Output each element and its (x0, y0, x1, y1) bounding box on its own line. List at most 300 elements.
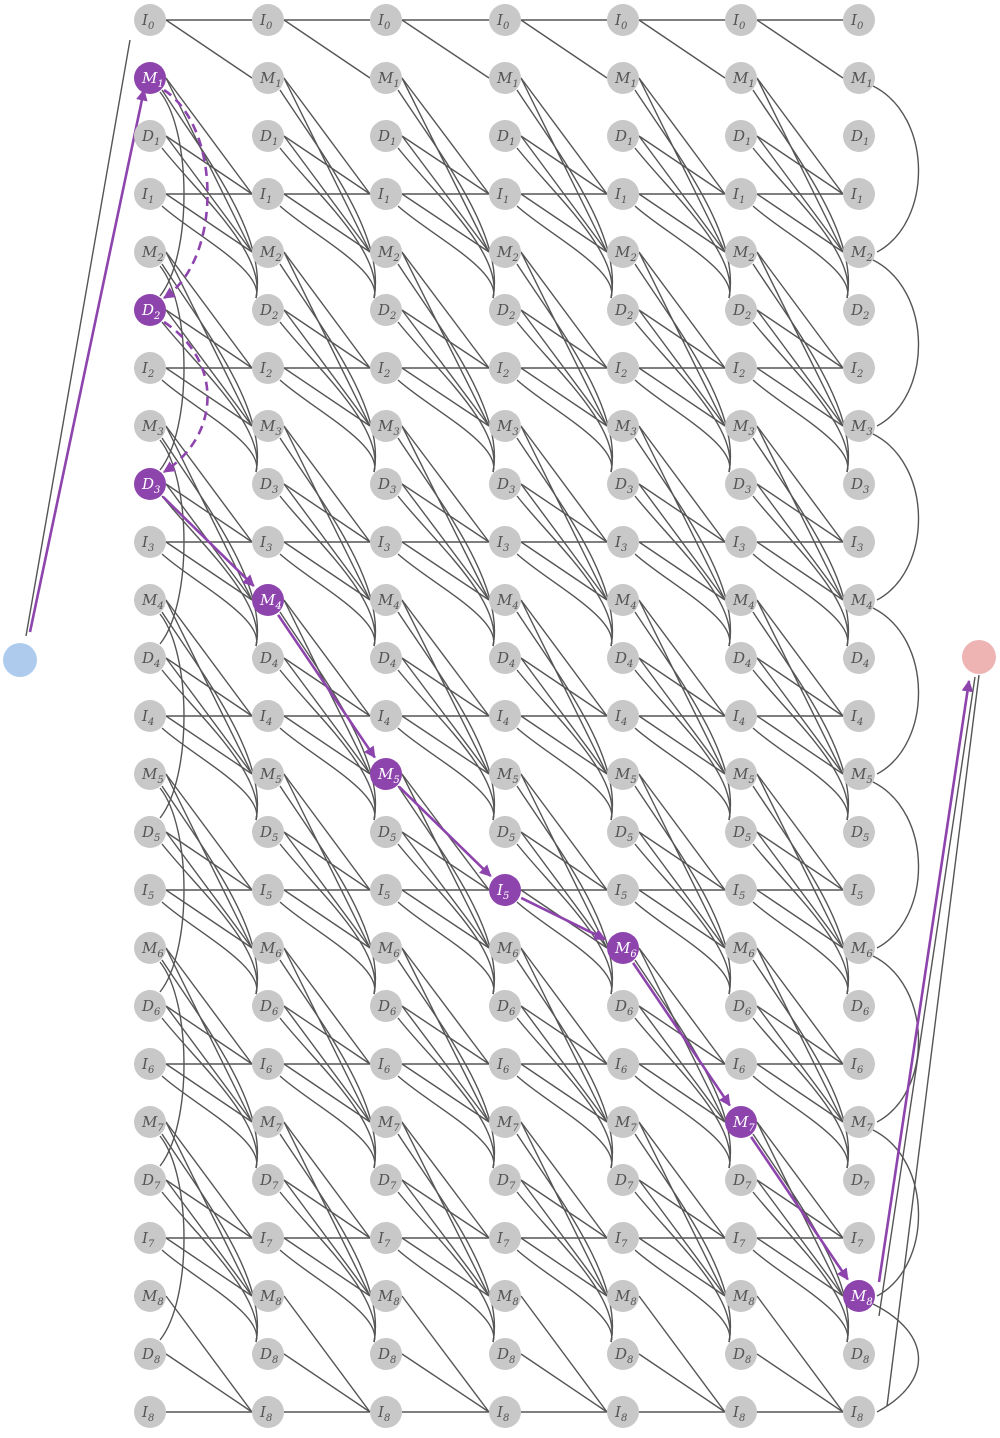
edge-tail (873, 86, 919, 252)
edge-delete-insert (402, 1354, 489, 1412)
edge-match-match (402, 948, 489, 1122)
state-node-m8 (843, 1280, 875, 1312)
state-label: $I_8$ (851, 1403, 864, 1424)
state-label: $M_2$ (615, 243, 637, 264)
state-node-i4 (134, 700, 166, 732)
state-label: $M_7$ (497, 1113, 519, 1134)
state-label: $I_7$ (378, 1229, 391, 1250)
state-node-m5 (489, 758, 521, 790)
edge-match-match (521, 774, 607, 948)
state-label: $D_4$ (497, 649, 516, 670)
state-label: $M_3$ (142, 417, 164, 438)
state-node-d4 (252, 642, 284, 674)
edge-match-match (639, 78, 725, 252)
state-node-m6 (134, 932, 166, 964)
state-node-m3 (370, 410, 402, 442)
edge-match-match (639, 426, 725, 600)
state-label: $M_6$ (378, 939, 400, 960)
state-label: $M_7$ (733, 1113, 755, 1134)
state-label: $I_0$ (851, 11, 864, 32)
edge-delete-insert (166, 1354, 252, 1412)
edge-i0-m1 (284, 20, 370, 78)
state-label: $I_3$ (733, 533, 746, 554)
state-label: $I_8$ (260, 1403, 273, 1424)
state-node-m2 (489, 236, 521, 268)
state-label: $M_8$ (851, 1287, 873, 1308)
state-label: $I_7$ (851, 1229, 864, 1250)
state-label: $M_8$ (142, 1287, 164, 1308)
state-node-d5 (252, 816, 284, 848)
edge-match-insert (639, 252, 725, 368)
state-label: $M_5$ (851, 765, 873, 786)
state-node-d5 (725, 816, 757, 848)
state-node-i0 (134, 4, 166, 36)
state-node-m8 (134, 1280, 166, 1312)
path-edge-begin (30, 90, 144, 632)
state-node-d8 (843, 1338, 875, 1370)
state-label: $D_8$ (851, 1345, 870, 1366)
edge-d8-end (879, 677, 975, 1316)
state-node-m6 (252, 932, 284, 964)
state-label: $M_8$ (733, 1287, 755, 1308)
state-node-d1 (843, 120, 875, 152)
state-node-m3 (725, 410, 757, 442)
state-node-m1 (607, 62, 639, 94)
state-node-d8 (370, 1338, 402, 1370)
state-label: $M_4$ (142, 591, 164, 612)
state-label: $M_1$ (378, 69, 400, 90)
edge-match-insert (639, 426, 725, 542)
edge-match-insert (402, 252, 489, 368)
state-label: $M_1$ (142, 69, 164, 90)
edge-match-match (639, 774, 725, 948)
state-label: $M_5$ (733, 765, 755, 786)
edge-match-insert (521, 1296, 607, 1412)
state-node-m3 (607, 410, 639, 442)
edge-match-match (402, 600, 489, 774)
state-label: $I_8$ (142, 1403, 155, 1424)
state-node-i0 (489, 4, 521, 36)
path-edge-end (879, 681, 969, 1282)
state-label: $I_4$ (142, 707, 155, 728)
state-label: $D_1$ (378, 127, 397, 148)
edge-i8-end (887, 675, 979, 1406)
edge-match-insert (757, 600, 843, 716)
edge-insert-delete (753, 1250, 848, 1342)
state-node-d1 (489, 120, 521, 152)
state-node-i0 (607, 4, 639, 36)
state-node-i2 (843, 352, 875, 384)
state-node-i1 (134, 178, 166, 210)
state-node-d1 (134, 120, 166, 152)
state-node-d3 (843, 468, 875, 500)
state-label: $I_1$ (733, 185, 746, 206)
edge-match-insert (639, 600, 725, 716)
state-node-i1 (607, 178, 639, 210)
state-node-m2 (725, 236, 757, 268)
edge-match-insert (639, 774, 725, 890)
state-label: $M_3$ (733, 417, 755, 438)
edge-match-match (521, 78, 607, 252)
state-label: $M_3$ (378, 417, 400, 438)
state-node-i1 (489, 178, 521, 210)
state-node-m8 (370, 1280, 402, 1312)
end-state (962, 640, 996, 674)
edge-match-insert (639, 948, 725, 1064)
state-label: $I_8$ (733, 1403, 746, 1424)
edge-match-match (521, 600, 607, 774)
path-edge (751, 1137, 848, 1280)
state-node-d4 (607, 642, 639, 674)
state-label: $D_6$ (733, 997, 752, 1018)
state-node-m4 (370, 584, 402, 616)
state-label: $D_5$ (733, 823, 752, 844)
state-node-m4 (725, 584, 757, 616)
state-node-i8 (370, 1396, 402, 1428)
state-node-d4 (370, 642, 402, 674)
state-node-m6 (370, 932, 402, 964)
state-node-d3 (725, 468, 757, 500)
state-node-d4 (134, 642, 166, 674)
state-node-m5 (607, 758, 639, 790)
state-node-i7 (843, 1222, 875, 1254)
edge-match-insert (757, 1122, 843, 1238)
state-node-i4 (607, 700, 639, 732)
state-node-m8 (607, 1280, 639, 1312)
edge-match-match (284, 1122, 370, 1296)
state-node-d6 (607, 990, 639, 1022)
state-label: $I_7$ (733, 1229, 746, 1250)
state-node-m2 (370, 236, 402, 268)
state-label: $M_2$ (142, 243, 164, 264)
state-label: $M_5$ (378, 765, 400, 786)
state-label: $D_2$ (733, 301, 752, 322)
edge-match-insert (757, 426, 843, 542)
state-label: $I_3$ (142, 533, 155, 554)
state-node-m2 (134, 236, 166, 268)
state-label: $I_6$ (260, 1055, 273, 1076)
state-label: $D_8$ (378, 1345, 397, 1366)
state-node-d5 (489, 816, 521, 848)
state-node-d1 (725, 120, 757, 152)
edge-match-match (284, 948, 370, 1122)
edge-tail (873, 434, 919, 600)
state-label: $I_5$ (851, 881, 864, 902)
state-node-d7 (843, 1164, 875, 1196)
state-label: $I_5$ (497, 881, 510, 902)
state-label: $D_5$ (615, 823, 634, 844)
state-label: $M_2$ (851, 243, 873, 264)
state-label: $D_5$ (142, 823, 161, 844)
state-node-d2 (843, 294, 875, 326)
state-node-i2 (134, 352, 166, 384)
edge-match-insert (639, 1296, 725, 1412)
state-label: $D_4$ (142, 649, 161, 670)
edge-match-match (284, 426, 370, 600)
edge-match-insert (521, 78, 607, 194)
edge-match-match (757, 78, 843, 252)
state-node-d3 (489, 468, 521, 500)
state-node-m1 (252, 62, 284, 94)
state-label: $M_4$ (851, 591, 873, 612)
state-node-m4 (489, 584, 521, 616)
state-node-d8 (252, 1338, 284, 1370)
state-label: $D_2$ (615, 301, 634, 322)
state-label: $M_2$ (733, 243, 755, 264)
state-node-i5 (489, 874, 521, 906)
highlighted-path-edges (30, 90, 969, 1282)
state-node-d2 (134, 294, 166, 326)
state-label: $D_5$ (497, 823, 516, 844)
state-node-i5 (252, 874, 284, 906)
state-node-m7 (725, 1106, 757, 1138)
state-label: $D_8$ (142, 1345, 161, 1366)
state-label: $D_1$ (260, 127, 279, 148)
state-node-m1 (370, 62, 402, 94)
state-node-m6 (843, 932, 875, 964)
state-node-d5 (607, 816, 639, 848)
state-label: $D_6$ (260, 997, 279, 1018)
state-node-i1 (725, 178, 757, 210)
state-label: $M_4$ (378, 591, 400, 612)
state-label: $M_7$ (142, 1113, 164, 1134)
state-node-d6 (489, 990, 521, 1022)
state-label: $I_1$ (615, 185, 628, 206)
state-label: $I_6$ (733, 1055, 746, 1076)
state-node-d3 (607, 468, 639, 500)
edge-match-insert (521, 1122, 607, 1238)
state-label: $I_4$ (260, 707, 273, 728)
state-label: $D_8$ (733, 1345, 752, 1366)
state-node-i4 (725, 700, 757, 732)
edge-match-match (402, 78, 489, 252)
state-node-i8 (607, 1396, 639, 1428)
state-node-m4 (843, 584, 875, 616)
edge-match-match (757, 600, 843, 774)
edge-insert-delete (635, 1250, 730, 1342)
state-label: $I_4$ (378, 707, 391, 728)
state-label: $D_8$ (615, 1345, 634, 1366)
state-label: $D_3$ (142, 475, 161, 496)
state-node-d1 (252, 120, 284, 152)
edge-match-match (402, 426, 489, 600)
state-label: $M_6$ (260, 939, 282, 960)
edge-match-match (166, 600, 252, 774)
state-node-i4 (252, 700, 284, 732)
state-node-m1 (134, 62, 166, 94)
edge-delete-insert (284, 1354, 370, 1412)
state-node-i8 (843, 1396, 875, 1428)
edge-insert-delete (517, 1250, 612, 1342)
state-label: $M_5$ (142, 765, 164, 786)
edge-insert-delete (398, 1076, 494, 1168)
state-label: $I_5$ (142, 881, 155, 902)
edge-tail (873, 1304, 919, 1412)
state-label: $D_1$ (851, 127, 870, 148)
state-label: $M_3$ (497, 417, 519, 438)
state-node-d6 (370, 990, 402, 1022)
state-label: $D_2$ (260, 301, 279, 322)
state-node-i7 (134, 1222, 166, 1254)
state-label: $I_1$ (851, 185, 864, 206)
state-label: $I_5$ (615, 881, 628, 902)
state-label: $I_4$ (497, 707, 510, 728)
state-node-i6 (370, 1048, 402, 1080)
state-label: $I_2$ (142, 359, 155, 380)
state-node-d5 (370, 816, 402, 848)
edge-match-insert (402, 1122, 489, 1238)
state-label: $I_4$ (851, 707, 864, 728)
state-node-i7 (252, 1222, 284, 1254)
state-node-i0 (252, 4, 284, 36)
state-label: $D_1$ (142, 127, 161, 148)
state-label: $I_1$ (260, 185, 273, 206)
state-node-m8 (489, 1280, 521, 1312)
state-node-d3 (134, 468, 166, 500)
state-label: $M_3$ (260, 417, 282, 438)
state-node-d5 (843, 816, 875, 848)
state-label: $I_3$ (497, 533, 510, 554)
state-node-d3 (370, 468, 402, 500)
state-node-d7 (607, 1164, 639, 1196)
edge-match-insert (284, 1122, 370, 1238)
state-label: $M_8$ (615, 1287, 637, 1308)
state-node-d8 (489, 1338, 521, 1370)
state-label: $D_3$ (378, 475, 397, 496)
state-label: $I_1$ (142, 185, 155, 206)
state-node-m6 (489, 932, 521, 964)
state-label: $D_6$ (851, 997, 870, 1018)
state-node-i5 (843, 874, 875, 906)
state-label: $D_3$ (851, 475, 870, 496)
state-node-d7 (370, 1164, 402, 1196)
state-node-d1 (607, 120, 639, 152)
state-label: $I_0$ (142, 11, 155, 32)
state-node-m2 (607, 236, 639, 268)
edge-i0-m1 (166, 20, 252, 78)
state-label: $D_6$ (497, 997, 516, 1018)
state-label: $I_2$ (497, 359, 510, 380)
edge-match-insert (166, 1296, 252, 1412)
edge-match-match (284, 774, 370, 948)
state-label: $M_7$ (615, 1113, 637, 1134)
state-node-i0 (843, 4, 875, 36)
state-node-d2 (725, 294, 757, 326)
edge-match-insert (757, 1296, 843, 1412)
state-node-i3 (843, 526, 875, 558)
state-label: $I_0$ (733, 11, 746, 32)
state-node-i4 (370, 700, 402, 732)
state-label: $M_8$ (497, 1287, 519, 1308)
state-label: $D_8$ (497, 1345, 516, 1366)
state-node-i6 (607, 1048, 639, 1080)
state-node-i3 (134, 526, 166, 558)
state-label: $D_1$ (615, 127, 634, 148)
state-label: $D_6$ (378, 997, 397, 1018)
state-label: $M_5$ (497, 765, 519, 786)
state-label: $I_3$ (615, 533, 628, 554)
state-node-m8 (725, 1280, 757, 1312)
edge-match-insert (521, 252, 607, 368)
state-label: $I_0$ (497, 11, 510, 32)
state-label: $M_8$ (260, 1287, 282, 1308)
edge-delete-insert (521, 1354, 607, 1412)
begin-state (3, 643, 37, 677)
state-node-d7 (134, 1164, 166, 1196)
state-node-d6 (843, 990, 875, 1022)
state-node-i6 (843, 1048, 875, 1080)
edge-insert-delete (398, 902, 494, 994)
state-node-m3 (134, 410, 166, 442)
state-node-i5 (607, 874, 639, 906)
state-node-i7 (725, 1222, 757, 1254)
state-node-i7 (607, 1222, 639, 1254)
edge-match-insert (284, 1296, 370, 1412)
state-label: $I_5$ (260, 881, 273, 902)
state-node-i8 (252, 1396, 284, 1428)
state-label: $I_2$ (260, 359, 273, 380)
state-label: $I_6$ (615, 1055, 628, 1076)
state-node-m7 (607, 1106, 639, 1138)
state-node-d8 (134, 1338, 166, 1370)
state-label: $I_5$ (733, 881, 746, 902)
state-label: $M_6$ (497, 939, 519, 960)
state-label: $M_2$ (260, 243, 282, 264)
state-node-m7 (843, 1106, 875, 1138)
state-node-i6 (725, 1048, 757, 1080)
state-node-d4 (725, 642, 757, 674)
state-label: $M_1$ (497, 69, 519, 90)
state-node-m5 (843, 758, 875, 790)
edge-i0-m1 (639, 20, 725, 78)
edge-match-insert (757, 78, 843, 194)
edge-delete-insert (757, 1354, 843, 1412)
state-node-m7 (370, 1106, 402, 1138)
state-label: $I_6$ (497, 1055, 510, 1076)
state-node-m3 (252, 410, 284, 442)
state-label: $I_8$ (497, 1403, 510, 1424)
edge-insert-delete (398, 206, 494, 298)
state-node-m3 (843, 410, 875, 442)
state-label: $D_3$ (615, 475, 634, 496)
state-node-d3 (252, 468, 284, 500)
state-node-m1 (489, 62, 521, 94)
state-node-m5 (725, 758, 757, 790)
edge-match-match (757, 426, 843, 600)
state-label: $D_4$ (615, 649, 634, 670)
state-label: $I_4$ (733, 707, 746, 728)
state-label: $I_1$ (378, 185, 391, 206)
state-node-m5 (134, 758, 166, 790)
edge-match-match (521, 1122, 607, 1296)
edge-match-match (402, 252, 489, 426)
state-label: $I_4$ (615, 707, 628, 728)
edge-insert-delete (398, 728, 494, 820)
state-node-d2 (370, 294, 402, 326)
state-label: $D_6$ (142, 997, 161, 1018)
state-label: $I_3$ (378, 533, 391, 554)
state-node-d7 (489, 1164, 521, 1196)
edge-match-insert (757, 252, 843, 368)
state-label: $D_4$ (851, 649, 870, 670)
state-label: $M_7$ (260, 1113, 282, 1134)
state-node-i3 (607, 526, 639, 558)
edge-match-insert (757, 774, 843, 890)
state-label: $D_4$ (733, 649, 752, 670)
state-node-m2 (252, 236, 284, 268)
state-node-d5 (134, 816, 166, 848)
state-node-i6 (252, 1048, 284, 1080)
